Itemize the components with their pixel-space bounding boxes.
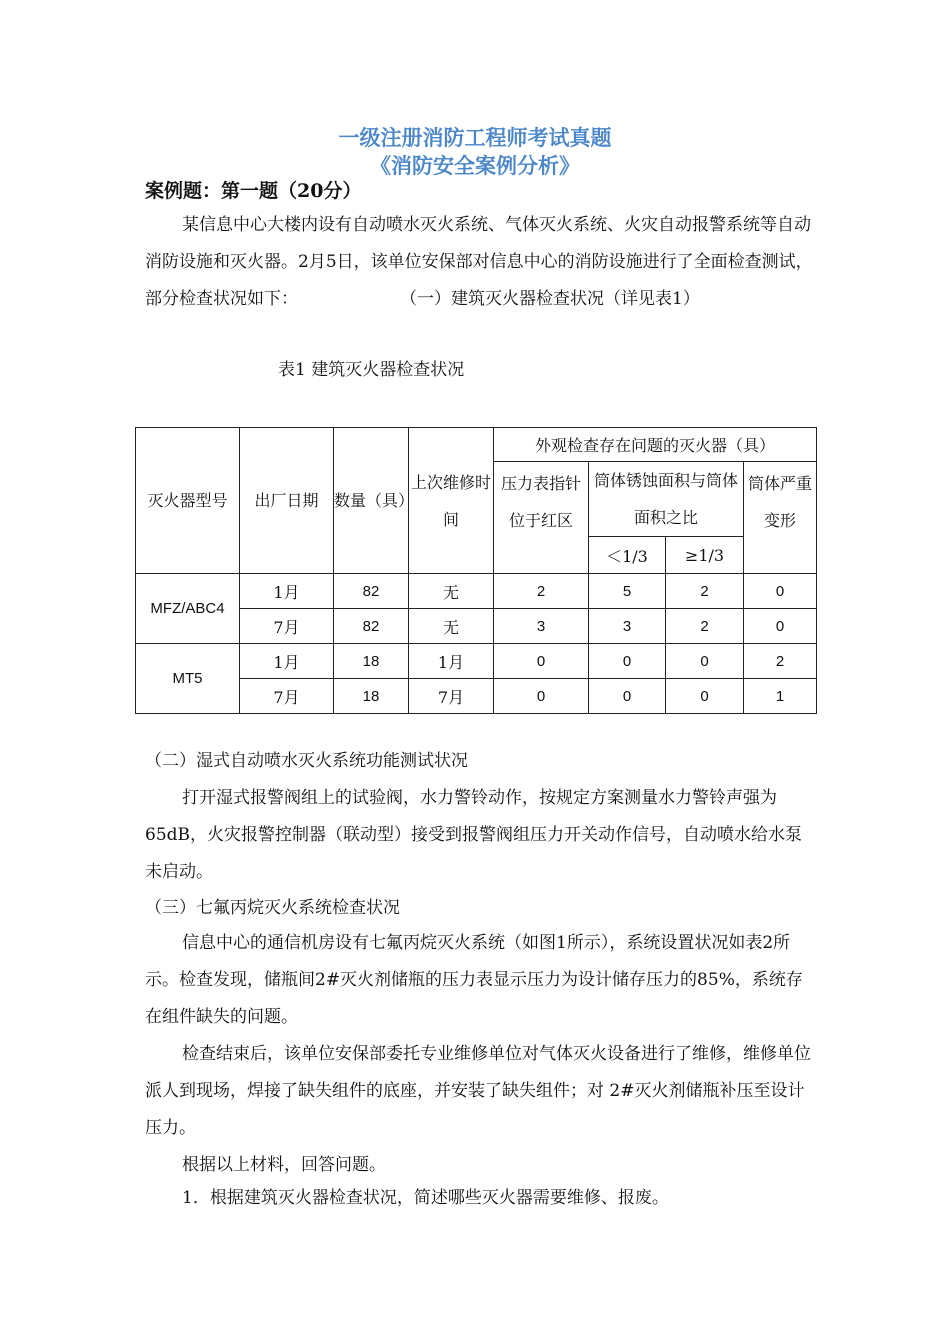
header-rust-lt: ＜1/3 bbox=[589, 537, 666, 574]
table-row bbox=[136, 574, 817, 609]
sec3-body: 信息中心的通信机房设有七氟丙烷灭火系统（如图1所示），系统设置状况如表2所示。检查发现，储瓶间2#灭火剂储瓶的压力表显示压力为设计储存压力的85%，系统存在组件缺失的问题。 bbox=[145, 933, 803, 1027]
last-repair-cell: 1月 bbox=[409, 644, 494, 679]
table-row bbox=[136, 644, 817, 679]
header-qty: 数量（具） bbox=[334, 428, 409, 574]
qty-cell: 82 bbox=[334, 609, 409, 644]
qty-cell: 18 bbox=[334, 644, 409, 679]
doc-subtitle: 《消防安全案例分析》 bbox=[370, 153, 580, 178]
extinguisher-table bbox=[135, 427, 817, 714]
date-cell: 1月 bbox=[240, 574, 334, 609]
deform-cell: 0 bbox=[744, 574, 817, 609]
sec2-heading: （二）湿式自动喷水灭火系统功能测试状况 bbox=[145, 751, 468, 771]
deform-cell: 0 bbox=[744, 609, 817, 644]
header-date: 出厂日期 bbox=[240, 428, 334, 574]
header-rust: 筒体锈蚀面积与筒体面积之比 bbox=[589, 462, 744, 537]
qty-cell: 18 bbox=[334, 679, 409, 714]
pressure-cell: 3 bbox=[494, 609, 589, 644]
model-cell: MFZ/ABC4 bbox=[136, 574, 240, 644]
rust-ge-cell: 2 bbox=[666, 609, 744, 644]
rust-ge-cell: 2 bbox=[666, 574, 744, 609]
header-model: 灭火器型号 bbox=[136, 428, 240, 574]
date-cell: 7月 bbox=[240, 609, 334, 644]
qty-cell: 82 bbox=[334, 574, 409, 609]
intro-paragraph: 某信息中心大楼内设有自动喷水灭火系统、气体灭火系统、火灾自动报警系统等自动消防设施和灭火器。2月5日，该单位安保部对信息中心的消防设施进行了全面检查测试，部分检查状况如下： （一）建筑灭火器检查状况（详见表1） bbox=[145, 215, 813, 309]
rust-lt-cell: 0 bbox=[589, 644, 666, 679]
rust-lt-cell: 3 bbox=[589, 609, 666, 644]
sec2-body: 打开湿式报警阀组上的试验阀，水力警铃动作，按规定方案测量水力警铃声强为65dB，火灾报警控制器（联动型）接受到报警阀组压力开关动作信号，自动喷水给水泵未启动。 bbox=[145, 788, 803, 882]
repair-paragraph: 检查结束后，该单位安保部委托专业维修单位对气体灭火设备进行了维修，维修单位派人到现场，焊接了缺失组件的底座，并安装了缺失组件；对 2#灭火剂储瓶补压至设计压力。 bbox=[145, 1044, 811, 1138]
header-rust-ge: ≥1/3 bbox=[666, 537, 744, 574]
answer-prompt: 根据以上材料，回答问题。 bbox=[182, 1155, 386, 1175]
date-cell: 1月 bbox=[240, 644, 334, 679]
last-repair-cell: 无 bbox=[409, 574, 494, 609]
header-pressure: 压力表指针位于红区 bbox=[494, 462, 589, 574]
deform-cell: 2 bbox=[744, 644, 817, 679]
header-last-repair: 上次维修时间 bbox=[409, 428, 494, 574]
table-caption: 表1 建筑灭火器检查状况 bbox=[278, 360, 465, 380]
date-cell: 7月 bbox=[240, 679, 334, 714]
section-heading: 案例题：第一题（20分） bbox=[145, 180, 362, 202]
pressure-cell: 2 bbox=[494, 574, 589, 609]
last-repair-cell: 7月 bbox=[409, 679, 494, 714]
model-cell: MT5 bbox=[136, 644, 240, 714]
last-repair-cell: 无 bbox=[409, 609, 494, 644]
pressure-cell: 0 bbox=[494, 679, 589, 714]
deform-cell: 1 bbox=[744, 679, 817, 714]
rust-ge-cell: 0 bbox=[666, 644, 744, 679]
rust-lt-cell: 5 bbox=[589, 574, 666, 609]
rust-lt-cell: 0 bbox=[589, 679, 666, 714]
pressure-cell: 0 bbox=[494, 644, 589, 679]
header-deform: 筒体严重变形 bbox=[744, 462, 817, 574]
header-appearance-group: 外观检查存在问题的灭火器（具） bbox=[494, 428, 817, 462]
rust-ge-cell: 0 bbox=[666, 679, 744, 714]
question-1: 1．根据建筑灭火器检查状况，简述哪些灭火器需要维修、报废。 bbox=[182, 1188, 669, 1208]
doc-title: 一级注册消防工程师考试真题 bbox=[338, 125, 612, 150]
sec3-heading: （三）七氟丙烷灭火系统检查状况 bbox=[145, 898, 400, 918]
